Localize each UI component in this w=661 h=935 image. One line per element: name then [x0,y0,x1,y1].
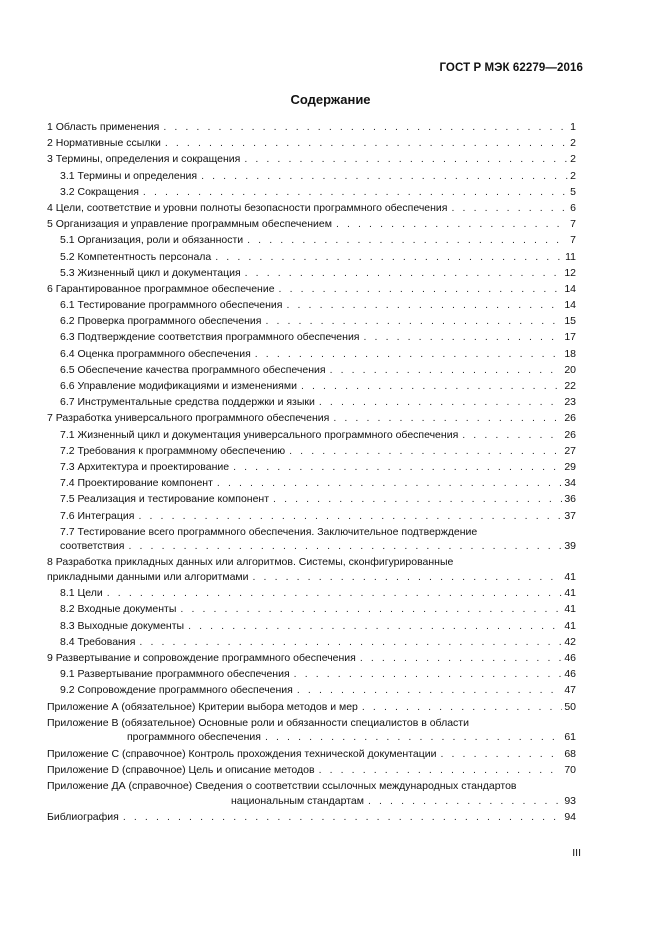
toc-entry-text-line2: соответствия [60,540,125,553]
toc-entry-text: 7.1 Жизненный цикл и документация универсального программного обеспечения [60,428,459,441]
toc-entry-text-line1: 8 Разработка прикладных данных или алгоритмов. Системы, сконфигурированные [47,556,454,569]
toc-entry-text-line1: Приложение В (обязательное) Основные роли и обязанности специалистов в области [47,716,469,729]
toc-entry-text: 6.3 Подтверждение соответствия программного обеспечения [60,331,360,344]
document-standard-header: ГОСТ Р МЭК 62279—2016 [439,62,583,74]
toc-entry-page: 2 [570,169,576,182]
toc-entry-page: 22 [564,380,576,392]
toc-entry-page: 26 [564,412,576,425]
toc-entry-5-3[interactable] [47,266,576,281]
toc-entry-9-2[interactable] [47,683,576,698]
dot-leader [138,509,562,524]
toc-entry-page: 61 [564,731,576,744]
toc-entry-text-line2: национальным стандартам [231,794,364,807]
toc-entry-page: 41 [564,571,576,584]
toc-entry-text: 3.2 Сокращения [60,185,139,198]
toc-entry-page: 93 [564,794,576,807]
toc-entry-text: Библиография [47,810,119,823]
toc-entry-text: 9.2 Сопровождение программного обеспечения [60,684,293,697]
toc-entry-annex-da[interactable] [47,779,576,808]
toc-entry-annex-d[interactable] [47,763,576,778]
toc-entry-page: 2 [570,153,576,166]
dot-leader [462,428,562,443]
dot-leader [265,314,562,329]
toc-entry-text: 4 Цели, соответствие и уровни полноты безопасности программного обеспечения [47,201,448,214]
toc-entry-7-5[interactable] [47,492,576,507]
toc-entry-4[interactable] [47,201,576,216]
toc-entry-page: 29 [564,460,576,473]
dot-leader [333,411,562,426]
toc-entry-page: 18 [564,347,576,360]
dot-leader [362,700,562,715]
toc-entry-6-2[interactable] [47,314,576,329]
dot-leader [273,492,562,507]
toc-entry-7-7[interactable] [47,525,576,554]
toc-entry-page: 46 [564,668,576,681]
toc-entry-text: 8.2 Входные документы [60,603,177,616]
toc-entry-page: 46 [564,652,576,664]
toc-entry-page: 7 [570,234,576,247]
toc-entry-page: 26 [564,428,576,441]
toc-entry-text-line1: 7.7 Тестирование всего программного обеспечения. Заключительное подтверждение [60,525,478,538]
dot-leader [217,476,562,491]
toc-entry-annex-c[interactable] [47,747,576,762]
toc-entry-5[interactable] [47,217,576,232]
toc-entry-page: 94 [564,810,576,823]
toc-entry-text: 7.3 Архитектура и проектирование [60,460,230,473]
toc-entry-text: 5.1 Организация, роли и обязанности [60,234,244,247]
dot-leader [265,730,562,745]
toc-entry-page: 27 [564,444,576,457]
toc-entry-8-1[interactable] [47,586,576,601]
toc-entry-text: 5 Организация и управление программным обеспечением [47,218,332,231]
toc-entry-6-4[interactable] [47,347,576,362]
toc-entry-text: Приложение А (обязательное) Критерии выбора методов и мер [47,700,358,713]
toc-entry-text: 7 Разработка универсального программного обеспечения [47,412,330,425]
dot-leader [244,152,568,167]
toc-entry-annex-b[interactable] [47,716,576,745]
toc-entry-7[interactable] [47,411,576,426]
toc-entry-9[interactable] [47,651,576,666]
toc-entry-page: 15 [564,315,576,328]
dot-leader [139,635,562,650]
toc-entry-text: 5.2 Компетентность персонала [60,250,212,263]
dot-leader [330,363,563,378]
toc-entry-text: 3.1 Термины и определения [60,169,198,182]
toc-entry-text: 9.1 Развертывание программного обеспечения [60,668,290,681]
dot-leader [245,266,563,281]
toc-entry-page: 14 [564,299,576,312]
dot-leader [188,619,562,634]
toc-entry-page: 47 [564,684,576,697]
toc-entry-text: 6.6 Управление модификациями и изменениями [60,380,297,392]
toc-entry-text: Приложение D (справочное) Цель и описание методов [47,763,315,776]
dot-leader [180,602,562,617]
toc-entry-page: 36 [564,493,576,506]
toc-entry-page: 50 [564,700,576,713]
toc-entry-6-3[interactable] [47,330,576,345]
toc-entry-page: 14 [564,282,576,295]
toc-entry-3[interactable] [47,152,576,167]
toc-entry-page: 41 [564,603,576,616]
toc-entry-page: 23 [564,396,576,409]
dot-leader [233,460,562,475]
toc-entry-page: 41 [564,587,576,600]
toc-entry-text-line1: Приложение ДА (справочное) Сведения о соответствии ссылочных международных стандартов [47,779,517,792]
toc-entry-text: 7.4 Проектирование компонент [60,477,213,490]
toc-entry-7-3[interactable] [47,460,576,475]
toc-entry-text: Приложение С (справочное) Контроль прохождения технической документации [47,747,437,760]
toc-entry-7-4[interactable] [47,476,576,491]
toc-entry-page: 37 [564,509,576,522]
toc-entry-7-2[interactable] [47,444,576,459]
toc-entry-annex-a[interactable] [47,700,576,715]
toc-entry-page: 11 [565,250,576,263]
dot-leader [452,201,569,216]
toc-entry-text: 6 Гарантированное программное обеспечение [47,282,275,295]
toc-entry-text: 6.4 Оценка программного обеспечения [60,347,251,360]
toc-entry-text: 5.3 Жизненный цикл и документация [60,266,241,279]
toc-title: Содержание [290,92,371,107]
dot-leader [286,298,562,313]
toc-entry-bibliography[interactable] [47,810,576,825]
dot-leader [360,651,562,666]
toc-entry-6-1[interactable] [47,298,576,313]
toc-entry-page: 6 [570,201,576,214]
toc-entry-page: 1 [570,121,576,133]
dot-leader [368,794,562,809]
toc-entry-5-2[interactable] [47,250,576,265]
toc-entry-page: 41 [564,619,576,632]
toc-entry-8[interactable] [47,555,576,584]
toc-entry-2[interactable] [47,136,576,151]
toc-entry-7-1[interactable] [47,428,576,443]
dot-leader [215,250,563,265]
toc-entry-text-line2: программного обеспечения [127,731,261,744]
dot-leader [143,185,568,200]
toc-entry-5-1[interactable] [47,233,576,248]
dot-leader [319,763,563,778]
toc-entry-page: 7 [570,218,576,231]
dot-leader [294,667,563,682]
toc-entry-text: 8.1 Цели [60,587,103,600]
dot-leader [364,330,563,345]
dot-leader [165,136,568,151]
dot-leader [440,747,562,762]
dot-leader [123,810,562,825]
toc-entry-text: 2 Нормативные ссылки [47,137,161,150]
dot-leader [255,347,563,362]
dot-leader [107,586,563,601]
toc-entry-text: 7.5 Реализация и тестирование компонент [60,493,270,506]
dot-leader [336,217,568,232]
toc-entry-6-5[interactable] [47,363,576,378]
toc-entry-8-4[interactable] [47,635,576,650]
toc-entry-6-7[interactable] [47,395,576,410]
toc-entry-text: 6.7 Инструментальные средства поддержки и языки [60,396,315,409]
toc-entry-page: 17 [564,331,576,344]
toc-entry-8-2[interactable] [47,602,576,617]
dot-leader [201,169,568,184]
toc-entry-text: 3 Термины, определения и сокращения [47,153,241,166]
toc-entry-text: 8.4 Требования [60,635,136,648]
toc-entry-text: 6.1 Тестирование программного обеспечения [60,299,283,312]
dot-leader [279,282,563,297]
toc-entry-7-6[interactable] [47,509,576,524]
dot-leader [301,379,562,394]
toc-entry-text: 8.3 Выходные документы [60,619,185,632]
dot-leader [289,444,562,459]
page-number: III [572,847,581,859]
toc-entry-text: 6.2 Проверка программного обеспечения [60,315,262,328]
dot-leader [253,570,563,585]
toc-entry-page: 70 [564,763,576,776]
toc-entry-page: 39 [564,540,576,553]
table-of-contents [47,120,576,826]
toc-entry-6[interactable] [47,282,576,297]
toc-entry-text: 7.6 Интеграция [60,509,135,522]
dot-leader [163,120,568,135]
toc-entry-text: 1 Область применения [47,121,160,133]
toc-entry-page: 5 [570,185,576,198]
toc-entry-page: 68 [564,747,576,760]
toc-entry-page: 34 [564,477,576,490]
toc-entry-1[interactable] [47,120,576,135]
toc-entry-page: 2 [570,137,576,150]
dot-leader [297,683,562,698]
toc-entry-9-1[interactable] [47,667,576,682]
toc-entry-page: 12 [564,266,576,279]
toc-entry-text: 7.2 Требования к программному обеспечению [60,444,286,457]
toc-entry-page: 20 [564,363,576,376]
dot-leader [128,539,562,554]
toc-entry-3-1[interactable] [47,169,576,184]
toc-entry-page: 42 [564,635,576,648]
toc-entry-text: 9 Развертывание и сопровождение программного обеспечения [47,652,356,664]
toc-entry-8-3[interactable] [47,619,576,634]
toc-entry-text: 6.5 Обеспечение качества программного обеспечения [60,363,326,376]
dot-leader [319,395,562,410]
toc-entry-text-line2: прикладными данными или алгоритмами [47,571,249,584]
dot-leader [247,233,568,248]
toc-entry-3-2[interactable] [47,185,576,200]
toc-entry-6-6[interactable] [47,379,576,394]
